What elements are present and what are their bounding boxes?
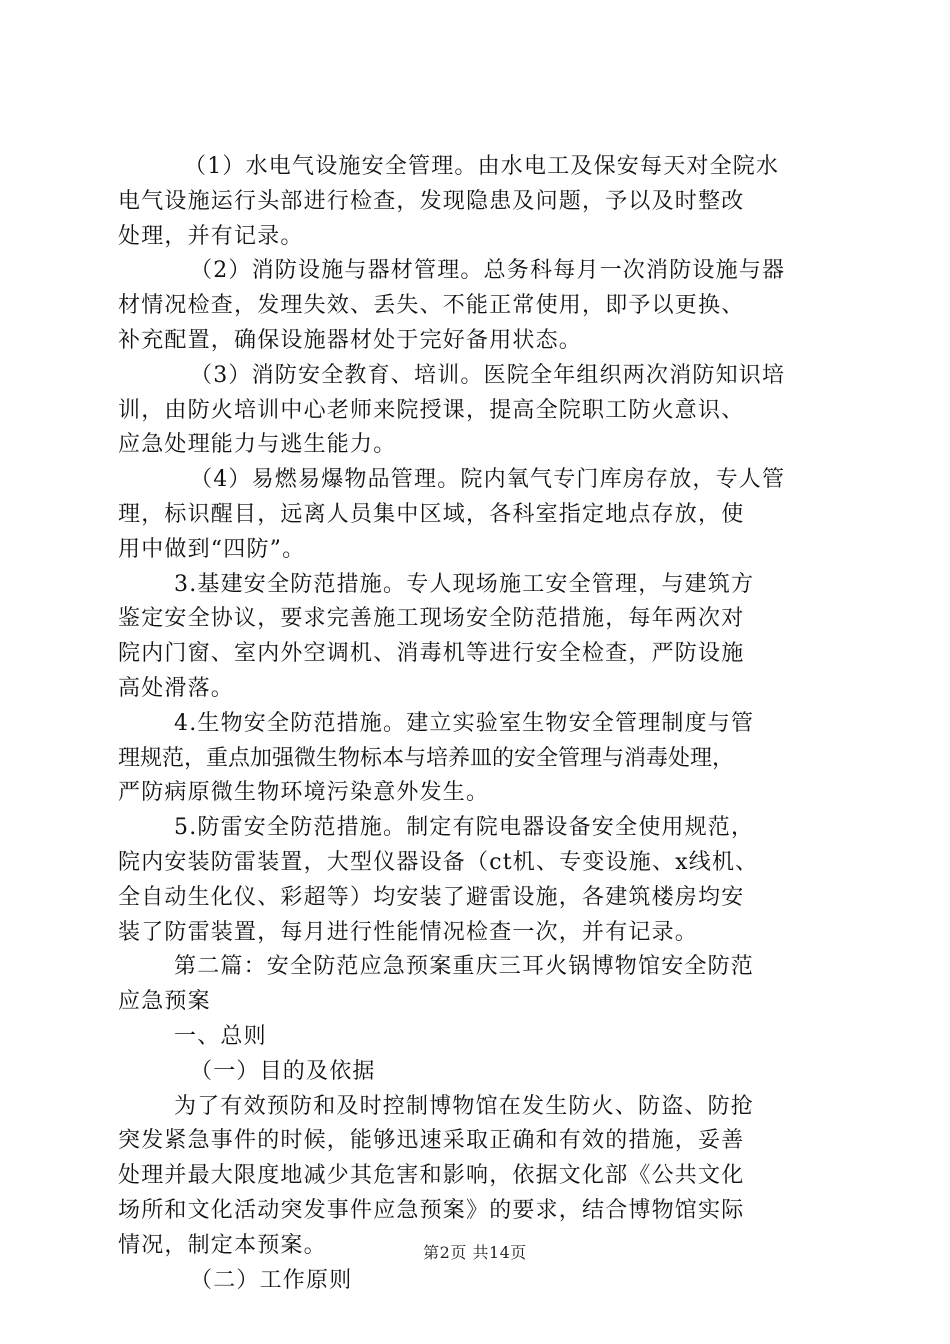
paragraph-line: 补充配置，确保设施器材处于完好备用状态。 <box>118 327 583 353</box>
paragraph-line: 4.生物安全防范措施。建立实验室生物安全管理制度与管 <box>174 710 755 736</box>
subsection-heading: （一）目的及依据 <box>190 1058 376 1084</box>
section-heading: 第二篇：安全防范应急预案重庆三耳火锅博物馆安全防范 <box>174 954 755 980</box>
paragraph-line: 5.防雷安全防范措施。制定有院电器设备安全使用规范， <box>174 815 755 841</box>
paragraph-line: 场所和文化活动突发事件应急预案》的要求，结合博物馆实际 <box>118 1197 745 1223</box>
paragraph-line: 突发紧急事件的时候，能够迅速采取正确和有效的措施，妥善 <box>118 1128 745 1154</box>
paragraph-line: 训，由防火培训中心老师来院授课，提高全院职工防火意识、 <box>118 397 745 423</box>
paragraph-line: 材情况检查，发理失效、丢失、不能正常使用，即予以更换、 <box>118 293 745 319</box>
section-heading: 一、总则 <box>174 1023 267 1049</box>
paragraph-line: 用中做到“四防”。 <box>118 536 306 562</box>
paragraph-line: （1）水电气设施安全管理。由水电工及保安每天对全院水 <box>184 154 780 179</box>
paragraph-line: 处理，并有记录。 <box>118 223 304 249</box>
paragraph-line: 全自动生化仪、彩超等）均安装了避雷设施，各建筑楼房均安 <box>118 884 745 910</box>
paragraph-line: 为了有效预防和及时控制博物馆在发生防火、防盗、防抢 <box>174 1093 755 1119</box>
paragraph-line: （2）消防设施与器材管理。总务科每月一次消防设施与器 <box>190 258 786 284</box>
paragraph-line: 院内安装防雷装置，大型仪器设备（ct机、专变设施、x线机、 <box>118 849 759 875</box>
paragraph-line: （3）消防安全教育、培训。医院全年组织两次消防知识培 <box>190 362 786 388</box>
paragraph-line: 3.基建安全防范措施。专人现场施工安全管理，与建筑方 <box>174 571 755 597</box>
paragraph-line: 情况，制定本预案。 <box>118 1232 327 1258</box>
document-body <box>118 150 838 1298</box>
paragraph-line: 装了防雷装置，每月进行性能情况检查一次，并有记录。 <box>118 919 699 945</box>
paragraph-line: 高处滑落。 <box>118 675 235 701</box>
paragraph-line: 应急处理能力与逃生能力。 <box>118 432 397 458</box>
subsection-heading: （二）工作原则 <box>190 1267 353 1293</box>
paragraph-line: 鉴定安全协议，要求完善施工现场安全防范措施，每年两次对 <box>118 606 745 632</box>
paragraph-line: 严防病原微生物环境污染意外发生。 <box>118 780 490 806</box>
paragraph-line: 院内门窗、室内外空调机、消毒机等进行安全检查，严防设施 <box>118 641 745 667</box>
paragraph-line: 电气设施运行头部进行检查，发现隐患及问题，予以及时整改 <box>118 188 745 214</box>
paragraph-line: 处理并最大限度地减少其危害和影响，依据文化部《公共文化 <box>118 1163 745 1189</box>
paragraph-line: （4）易燃易爆物品管理。院内氧气专门库房存放，专人管 <box>190 467 786 493</box>
section-heading: 应急预案 <box>118 989 211 1015</box>
page-number-footer: 第2页 共14页 <box>423 1243 527 1262</box>
paragraph-line: 理，标识醒目，远离人员集中区域，各科室指定地点存放，使 <box>118 501 745 527</box>
paragraph-line: 理规范，重点加强微生物标本与培养皿的安全管理与消毒处理， <box>118 745 735 771</box>
